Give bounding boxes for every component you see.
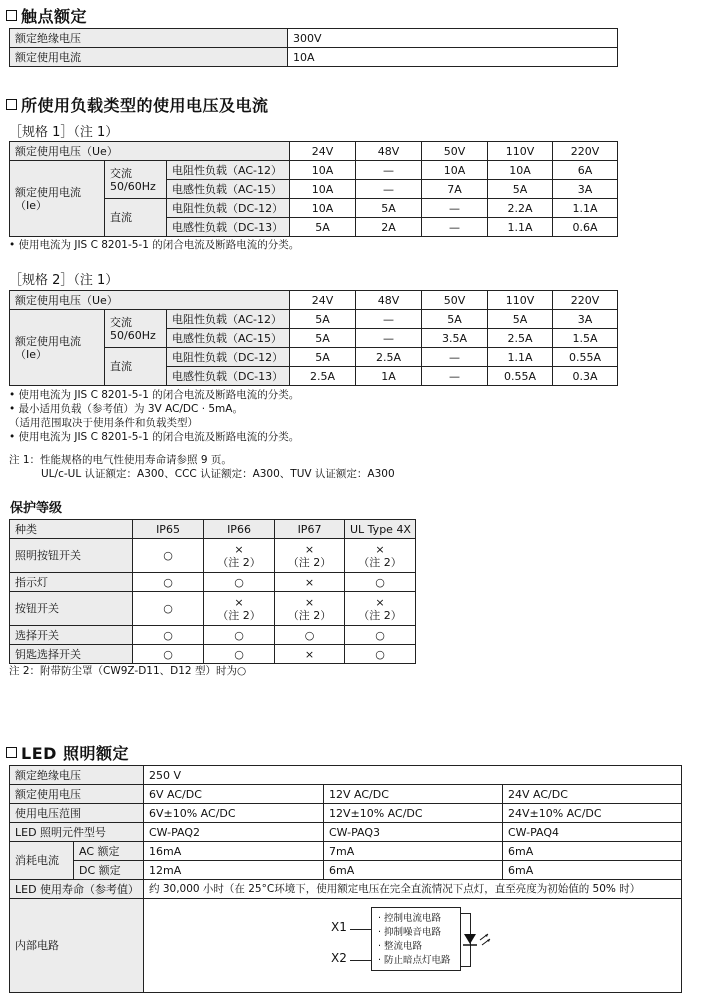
current-label: 额定使用电流 （Ie）: [10, 161, 105, 237]
consumption-label: 消耗电流: [10, 842, 74, 880]
table-row: [10, 880, 682, 899]
load-type-cell: 电阻性负载（DC-12）: [167, 199, 290, 218]
rating-cell: ○: [204, 573, 275, 592]
value-cell: 约 30,000 小时（在 25°C环境下，使用额定电压在完全直流情况下点灯，直至亮度为初始值的 50% 时）: [144, 880, 682, 899]
rating-line: （注 2）: [287, 555, 332, 569]
rating-cell: ○: [133, 626, 204, 645]
rating-cell: ○: [133, 573, 204, 592]
current-cell: 1.1A: [553, 199, 618, 218]
load-type-cell: 电感性负载（AC-15）: [167, 329, 290, 348]
label-cell: 额定使用电流: [10, 48, 288, 67]
rating-cell: [345, 592, 416, 626]
label-cell: LED 照明元件型号: [10, 823, 144, 842]
rating-line: ×: [304, 542, 315, 556]
ac-label: 交流 50/60Hz: [105, 310, 167, 348]
led-diode-icon: [458, 930, 498, 954]
spec2-table: [9, 290, 618, 386]
current-cell: 5A: [488, 180, 553, 199]
rating-cell: ○: [133, 645, 204, 664]
table-row: [10, 573, 416, 592]
current-cell: 2.2A: [488, 199, 553, 218]
table-row: [10, 520, 416, 539]
current-cell: 1A: [356, 367, 422, 386]
spec1-table: [9, 141, 618, 237]
current-cell: 1.1A: [488, 218, 553, 237]
current-cell: 3A: [553, 310, 618, 329]
label-cell: 额定绝缘电压: [10, 29, 288, 48]
table-row: [10, 539, 416, 573]
table-row: [10, 291, 618, 310]
rating-line: ×: [234, 595, 244, 609]
note2: 注 2：附带防尘罩（CW9Z-D11、D12 型）时为○: [9, 665, 247, 677]
table-row: [10, 626, 416, 645]
rating-cell: ×: [275, 573, 345, 592]
contact-rating-table: [9, 28, 618, 67]
value-cell: 6mA: [503, 842, 682, 861]
current-cell: 2.5A: [356, 348, 422, 367]
load-type-cell: 电阻性负载（DC-12）: [167, 348, 290, 367]
value-cell: 12V±10% AC/DC: [324, 804, 503, 823]
load-type-cell: 电阻性负载（AC-12）: [167, 161, 290, 180]
contact-rating-title: 触点额定: [6, 4, 87, 27]
rating-cell: ○: [275, 626, 345, 645]
rating-cell: ○: [345, 573, 416, 592]
led-rating-title: LED 照明额定: [6, 741, 129, 764]
x2-label: X2: [331, 950, 347, 965]
note-line: • 使用电流为 JIS C 8201-5-1 的闭合电流及断路电流的分类。: [9, 389, 300, 401]
current-cell: 10A: [488, 161, 553, 180]
type-cell: 钥匙选择开关: [10, 645, 133, 664]
internal-circuit-diagram: [144, 900, 681, 992]
header-cell: IP67: [275, 520, 345, 539]
current-cell: —: [422, 348, 488, 367]
circuit-line: · 抑制噪音电路: [378, 926, 442, 938]
voltage-cell: 220V: [553, 291, 618, 310]
current-cell: —: [356, 180, 422, 199]
voltage-cell: 110V: [488, 142, 553, 161]
current-cell: 0.3A: [553, 367, 618, 386]
value-cell: 6mA: [324, 861, 503, 880]
voltage-header: 额定使用电压（Ue）: [10, 291, 290, 310]
value-cell: 6mA: [503, 861, 682, 880]
table-row: [10, 899, 682, 993]
table-row: [10, 48, 618, 67]
spec1-title: ［规格 1］（注 1）: [9, 125, 119, 140]
current-cell: 6A: [553, 161, 618, 180]
rating-line: ×: [304, 595, 315, 609]
load-type-cell: 电感性负载（DC-13）: [167, 367, 290, 386]
current-cell: 0.6A: [553, 218, 618, 237]
rating-cell: [275, 592, 345, 626]
spec2-title: ［规格 2］（注 1）: [9, 273, 119, 288]
value-cell: 10A: [288, 48, 618, 67]
current-cell: 1.5A: [553, 329, 618, 348]
table-row: [10, 842, 682, 861]
voltage-cell: 48V: [356, 291, 422, 310]
checkbox-square-icon: [6, 99, 17, 110]
wire-top: [461, 913, 470, 914]
note-line: • 使用电流为 JIS C 8201-5-1 的闭合电流及断路电流的分类。: [9, 431, 300, 443]
current-cell: —: [356, 329, 422, 348]
rating-line: （注 2）: [217, 608, 261, 622]
value-cell: CW-PAQ2: [144, 823, 324, 842]
current-cell: 3A: [553, 180, 618, 199]
current-cell: —: [422, 199, 488, 218]
type-cell: 指示灯: [10, 573, 133, 592]
current-cell: 10A: [290, 180, 356, 199]
table-row: [10, 29, 618, 48]
voltage-cell: 24V: [290, 142, 356, 161]
current-cell: 3.5A: [422, 329, 488, 348]
current-cell: 0.55A: [488, 367, 553, 386]
current-cell: —: [422, 218, 488, 237]
current-label: 额定使用电流 （Ie）: [10, 310, 105, 386]
header-cell: 种类: [10, 520, 133, 539]
label-cell: DC 额定: [74, 861, 144, 880]
value-cell: 12mA: [144, 861, 324, 880]
rating-cell: ×: [275, 645, 345, 664]
spec2-notes: [9, 388, 299, 444]
rating-line: （注 2）: [217, 555, 261, 569]
current-cell: 0.55A: [553, 348, 618, 367]
type-cell: 照明按钮开关: [10, 539, 133, 573]
table-row: [10, 142, 618, 161]
table-row: [10, 785, 682, 804]
rating-line: ×: [234, 542, 244, 556]
dc-label: 直流: [105, 348, 167, 386]
table-row: [10, 645, 416, 664]
checkbox-square-icon: [6, 10, 17, 21]
value-cell: 300V: [288, 29, 618, 48]
circuit-cell: [144, 899, 682, 993]
wire-x1: [350, 929, 371, 930]
rating-line: （注 2）: [287, 608, 332, 622]
label-cell: 使用电压范围: [10, 804, 144, 823]
value-cell: CW-PAQ3: [324, 823, 503, 842]
current-cell: —: [422, 367, 488, 386]
rating-cell: ○: [133, 592, 204, 626]
current-cell: 7A: [422, 180, 488, 199]
rating-cell: [204, 539, 275, 573]
rating-cell: ○: [204, 645, 275, 664]
label-cell: AC 额定: [74, 842, 144, 861]
value-cell: 7mA: [324, 842, 503, 861]
current-cell: 5A: [290, 329, 356, 348]
table-row: [10, 804, 682, 823]
value-cell: 6V±10% AC/DC: [144, 804, 324, 823]
header-cell: IP66: [204, 520, 275, 539]
voltage-cell: 50V: [422, 291, 488, 310]
current-cell: 5A: [488, 310, 553, 329]
current-cell: 5A: [290, 348, 356, 367]
table-row: [10, 861, 682, 880]
voltage-cell: 48V: [356, 142, 422, 161]
note-line: • 最小适用负载（参考值）为 3V AC/DC · 5mA。: [9, 403, 243, 415]
value-cell: 24V±10% AC/DC: [503, 804, 682, 823]
current-cell: 5A: [356, 199, 422, 218]
current-cell: 2.5A: [290, 367, 356, 386]
checkbox-square-icon: [6, 747, 17, 758]
current-cell: 5A: [422, 310, 488, 329]
label-cell: 内部电路: [10, 899, 144, 993]
note1: [9, 453, 395, 481]
type-cell: 选择开关: [10, 626, 133, 645]
circuit-line: · 防止暗点灯电路: [378, 954, 451, 966]
value-cell: 250 V: [144, 766, 682, 785]
voltage-cell: 220V: [553, 142, 618, 161]
label-cell: 额定绝缘电压: [10, 766, 144, 785]
current-cell: 2.5A: [488, 329, 553, 348]
ac-label: 交流 50/60Hz: [105, 161, 167, 199]
wire-x2: [350, 960, 371, 961]
dc-label: 直流: [105, 199, 167, 237]
rating-line: ×: [375, 595, 385, 609]
value-cell: 24V AC/DC: [503, 785, 682, 804]
current-cell: 2A: [356, 218, 422, 237]
note-line: 注 1：性能规格的电气性使用寿命请参照 9 页。: [9, 454, 232, 466]
protection-title: 保护等级: [10, 501, 63, 516]
circuit-block: [371, 907, 461, 971]
rating-cell: ○: [133, 539, 204, 573]
rating-cell: [275, 539, 345, 573]
current-cell: 10A: [290, 199, 356, 218]
rating-cell: ○: [204, 626, 275, 645]
current-cell: 10A: [422, 161, 488, 180]
value-cell: 6V AC/DC: [144, 785, 324, 804]
rating-cell: ○: [345, 645, 416, 664]
load-type-cell: 电感性负载（AC-15）: [167, 180, 290, 199]
header-cell: UL Type 4X: [345, 520, 416, 539]
rating-cell: ○: [345, 626, 416, 645]
rating-cell: [345, 539, 416, 573]
label-cell: LED 使用寿命（参考值）: [10, 880, 144, 899]
note-line: （适用范围取决于使用条件和负载类型）: [9, 417, 198, 429]
rating-line: ×: [375, 542, 385, 556]
value-cell: 16mA: [144, 842, 324, 861]
label-cell: 额定使用电压: [10, 785, 144, 804]
load-types-title: 所使用负载类型的使用电压及电流: [6, 93, 269, 116]
voltage-cell: 24V: [290, 291, 356, 310]
type-cell: 按钮开关: [10, 592, 133, 626]
current-cell: —: [356, 310, 422, 329]
current-cell: —: [356, 161, 422, 180]
load-type-cell: 电阻性负载（AC-12）: [167, 310, 290, 329]
current-cell: 5A: [290, 218, 356, 237]
table-row: [10, 592, 416, 626]
value-cell: 12V AC/DC: [324, 785, 503, 804]
value-cell: CW-PAQ4: [503, 823, 682, 842]
load-type-cell: 电感性负载（DC-13）: [167, 218, 290, 237]
led-rating-table: [9, 765, 682, 993]
rating-line: （注 2）: [358, 555, 402, 569]
circuit-line: · 控制电流电路: [378, 912, 442, 924]
current-cell: 1.1A: [488, 348, 553, 367]
rating-line: （注 2）: [358, 608, 402, 622]
note-line: UL/c-UL 认证额定：A300、CCC 认证额定：A300、TUV 认证额定：A300: [41, 468, 395, 480]
wire-bottom: [461, 966, 470, 967]
table-row: [10, 766, 682, 785]
table-row: [10, 161, 618, 180]
table-row: [10, 823, 682, 842]
voltage-cell: 50V: [422, 142, 488, 161]
circuit-line: · 整流电路: [378, 940, 423, 952]
current-cell: 10A: [290, 161, 356, 180]
voltage-header: 额定使用电压（Ue）: [10, 142, 290, 161]
current-cell: 5A: [290, 310, 356, 329]
rating-cell: [204, 592, 275, 626]
spec1-note: • 使用电流为 JIS C 8201-5-1 的闭合电流及断路电流的分类。: [9, 239, 300, 251]
voltage-cell: 110V: [488, 291, 553, 310]
header-cell: IP65: [133, 520, 204, 539]
protection-table: [9, 519, 416, 664]
table-row: [10, 310, 618, 329]
x1-label: X1: [331, 919, 347, 934]
